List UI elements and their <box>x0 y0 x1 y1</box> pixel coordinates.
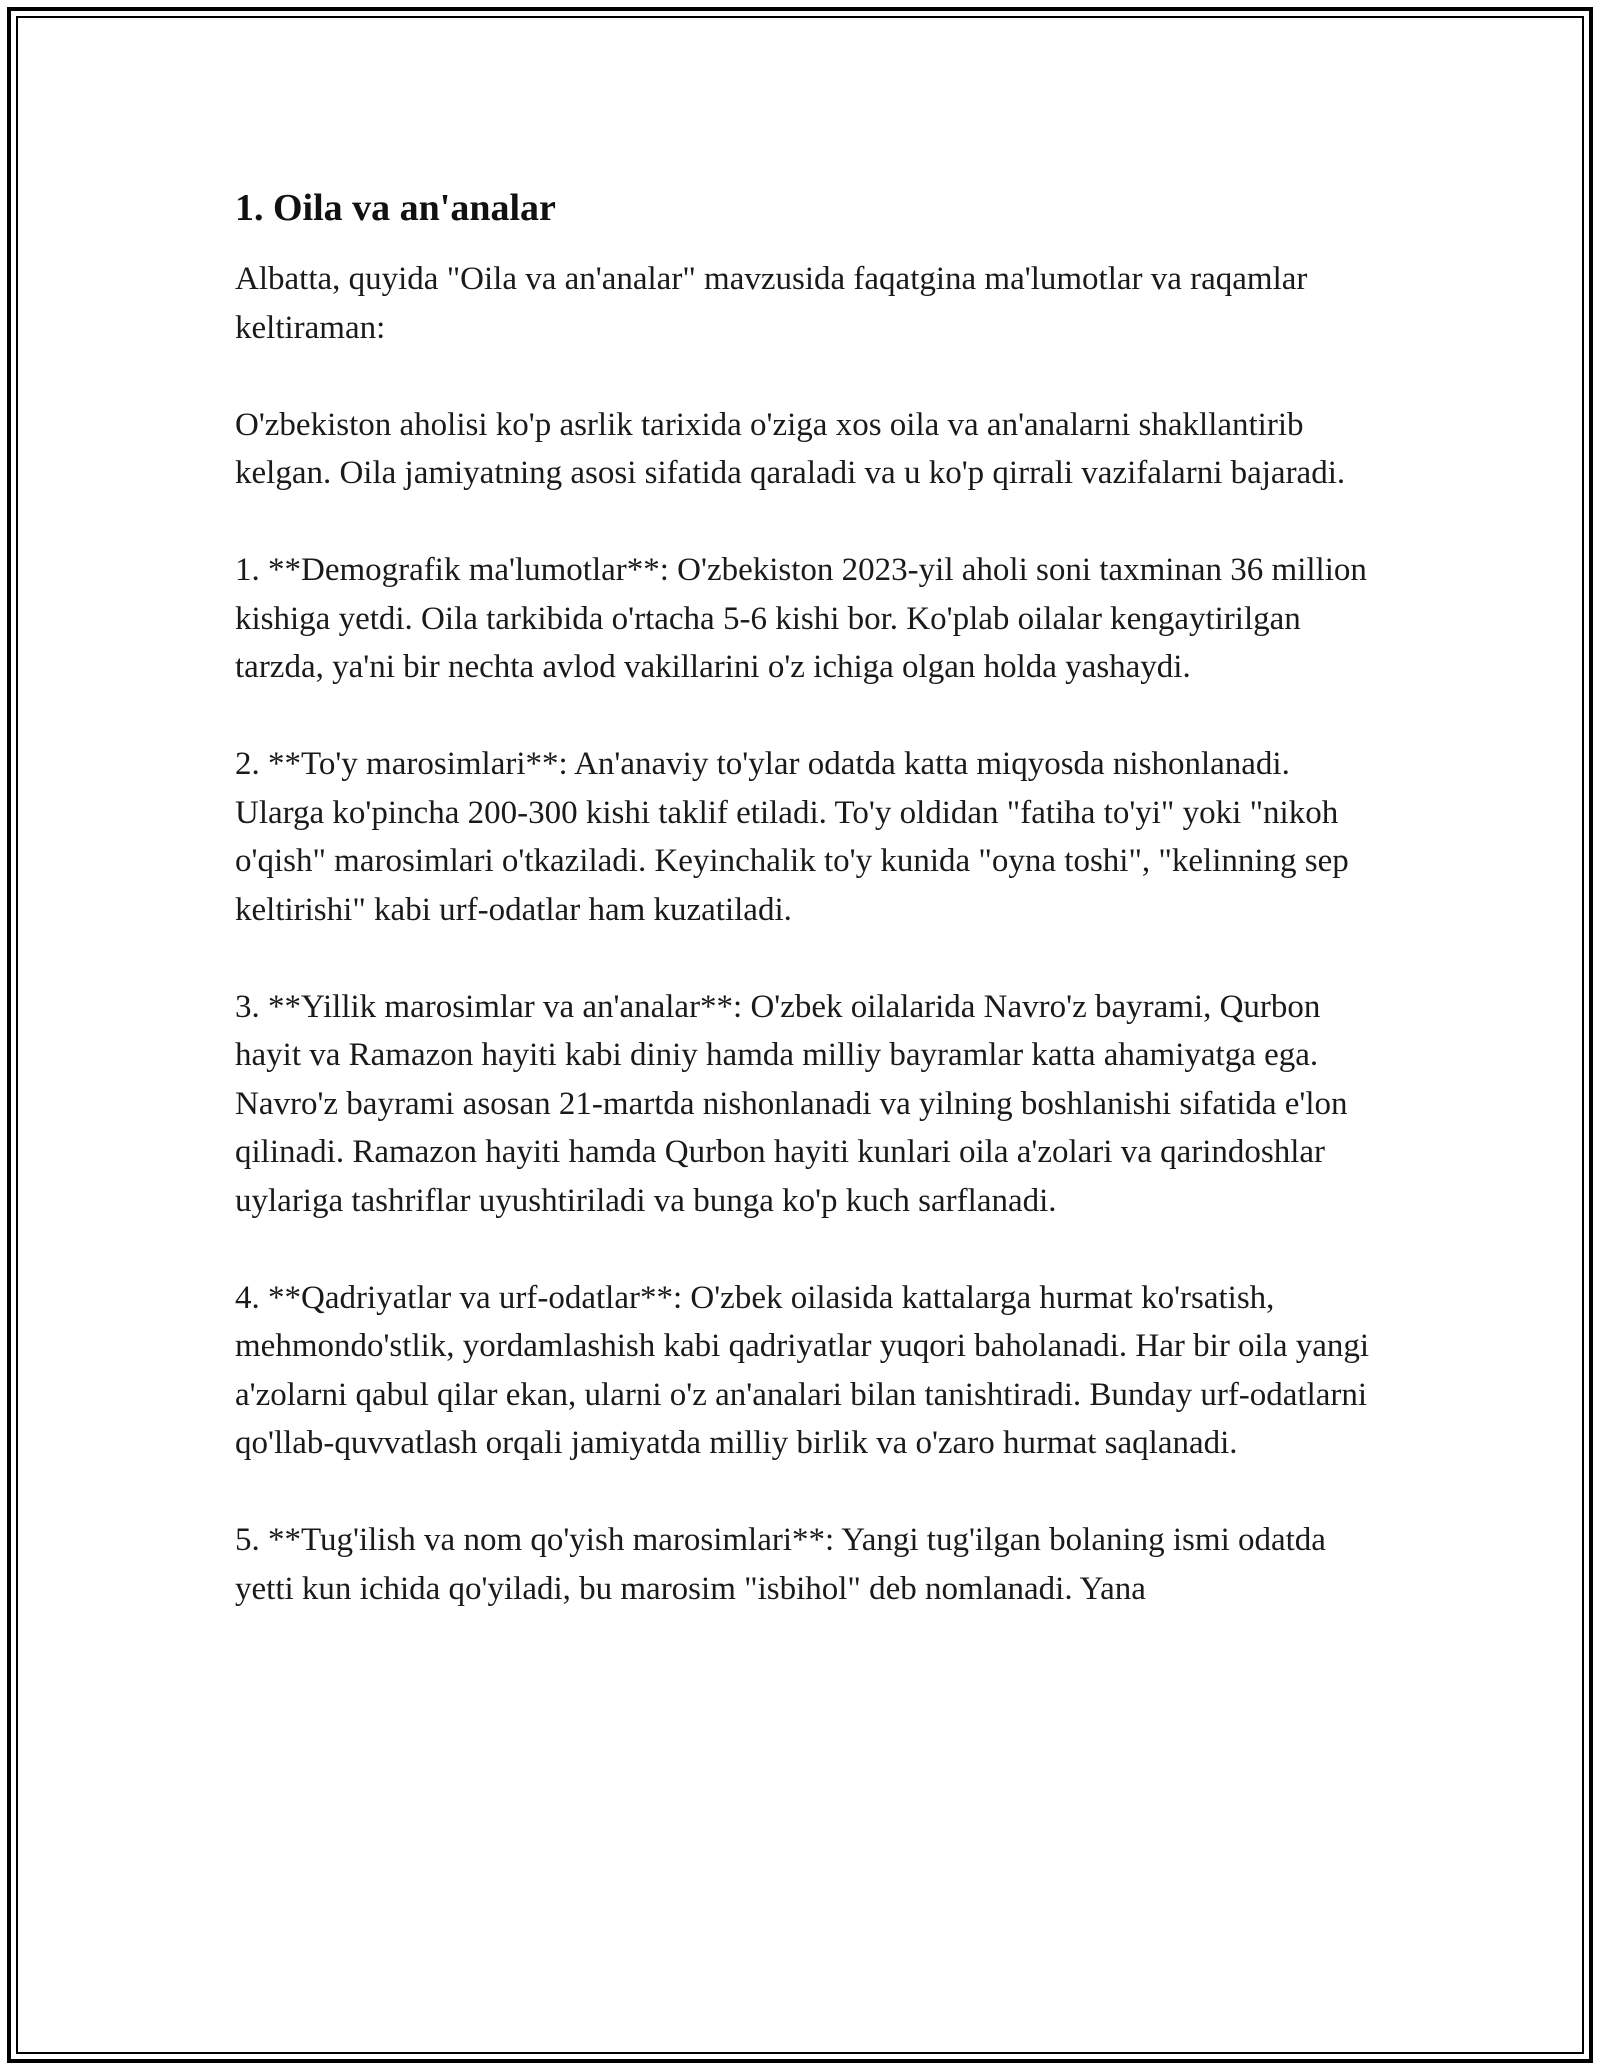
section-heading: 1. Oila va an'analar <box>235 187 556 229</box>
demographics-paragraph: 1. **Demografik ma'lumotlar**: O'zbekiston 2023-yil aholi soni taxminan 36 million kishiga yetdi. Oila tarkibida o'rtacha 5-6 kishi bor. Ko'plab oilalar kengaytirilgan tarzda, ya'ni bir nechta avlod vakillarini o'z ichiga olgan holda yashaydi. <box>235 552 1367 685</box>
annual-ceremonies-paragraph: 3. **Yillik marosimlar va an'analar**: O'zbek oilalarida Navro'z bayrami, Qurbon hayit va Ramazon hayiti kabi diniy hamda milliy bayramlar katta ahamiyatga ega. Navro'z bayrami asosan 21-martda nishonlanadi va yilning boshlanishi sifatida e'lon qilinadi. Ramazon hayiti hamda Qurbon hayiti kunlari oila a'zolari va qarindoshlar uylariga tashriflar uyushtiriladi va bunga ko'p kuch sarflanadi. <box>235 988 1348 1219</box>
overview-paragraph: O'zbekiston aholisi ko'p asrlik tarixida o'ziga xos oila va an'analarni shakllantirib kelgan. Oila jamiyatning asosi sifatida qaraladi va u ko'p qirrali vazifalarni bajaradi. <box>235 406 1346 491</box>
values-paragraph: 4. **Qadriyatlar va urf-odatlar**: O'zbek oilasida kattalarga hurmat ko'rsatish, mehmondo'stlik, yordamlashish kabi qadriyatlar yuqori baholanadi. Har bir oila yangi a'zolarni qabul qilar ekan, ularni o'z an'analari bilan tanishtiradi. Bunday urf-odatlarni qo'llab-quvvatlash orqali jamiyatda milliy birlik va o'zaro hurmat saqlanadi. <box>235 1279 1370 1461</box>
birth-naming-paragraph: 5. **Tug'ilish va nom qo'yish marosimlari**: Yangi tug'ilgan bolaning ismi odatda yetti kun ichida qo'yiladi, bu marosim "isbihol" deb nomlanadi. Yana <box>235 1522 1326 1607</box>
intro-paragraph: Albatta, quyida "Oila va an'analar" mavzusida faqatgina ma'lumotlar va raqamlar keltiraman: <box>235 261 1308 346</box>
document-body <box>235 185 1370 1662</box>
wedding-paragraph: 2. **To'y marosimlari**: An'anaviy to'ylar odatda katta miqyosda nishonlanadi. Ularga ko'pincha 200-300 kishi taklif etiladi. To'y oldidan "fatiha to'yi" yoki "nikoh o'qish" marosimlari o'tkaziladi. Keyinchalik to'y kunida "oyna toshi", "kelinning sep keltirishi" kabi urf-odatlar ham kuzatiladi. <box>235 746 1349 928</box>
